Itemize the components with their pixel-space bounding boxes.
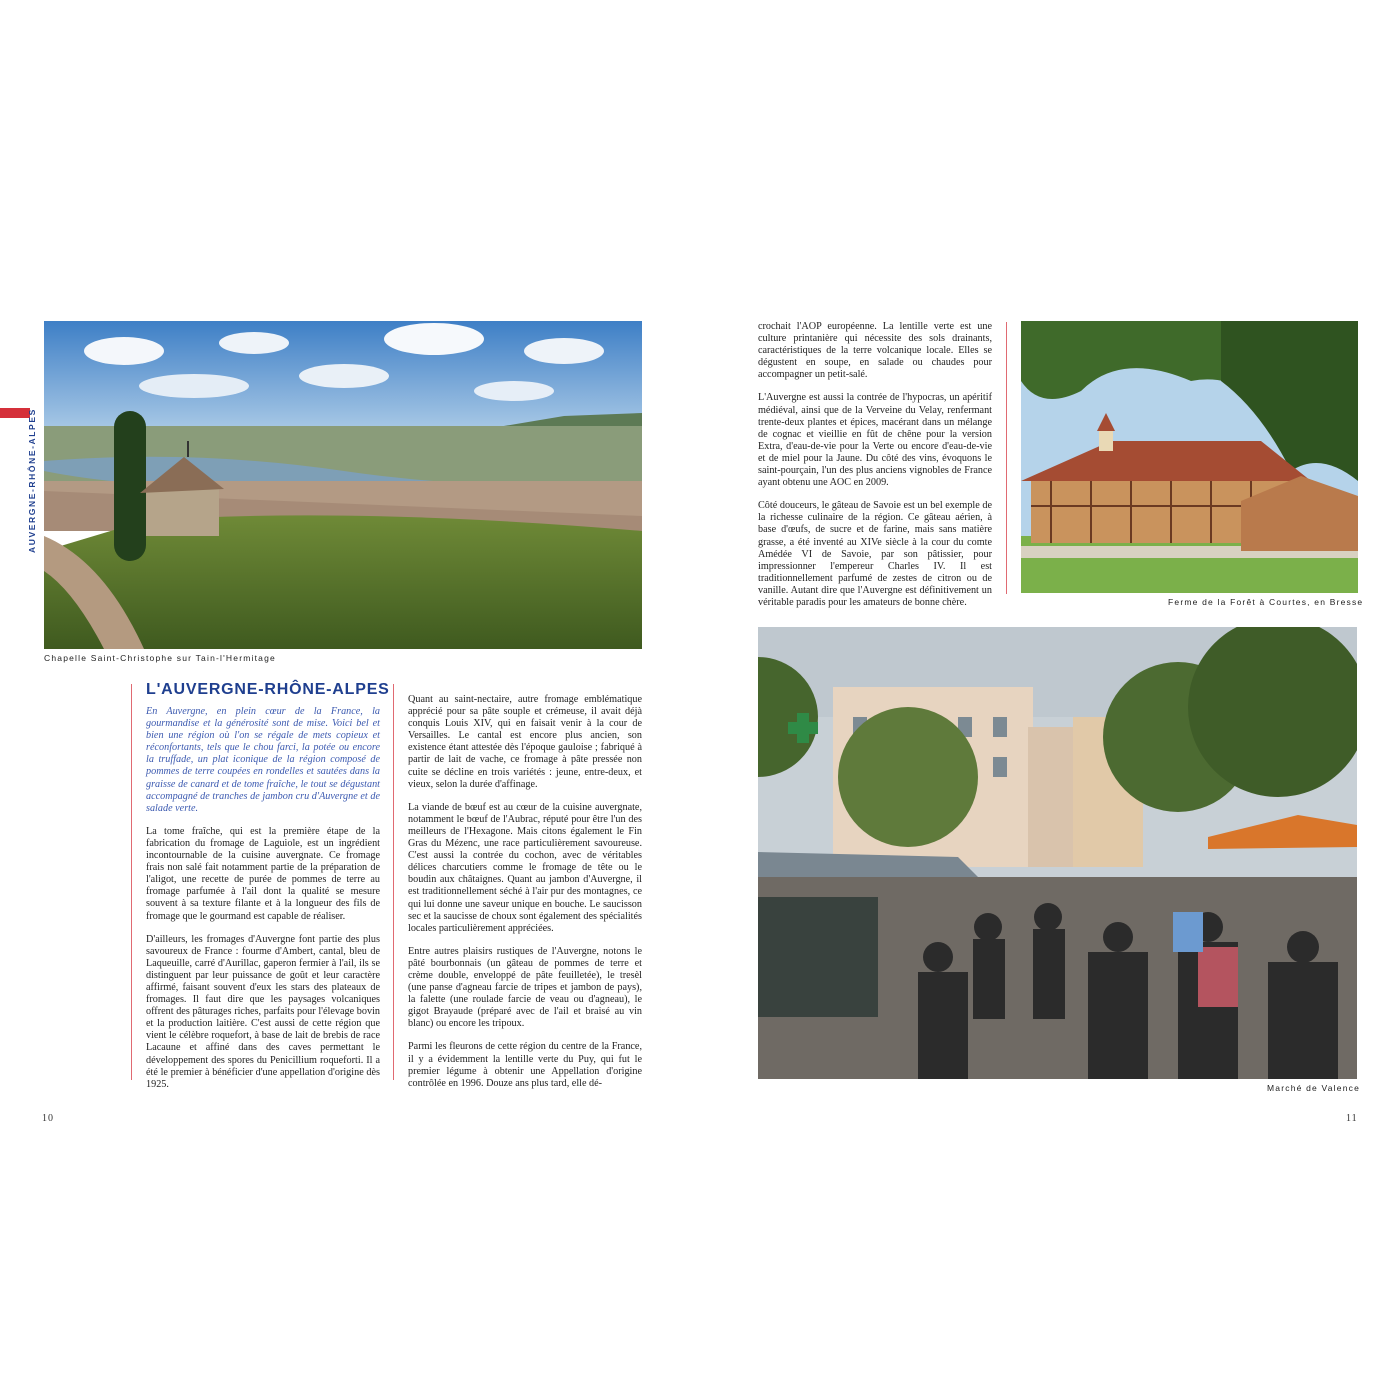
paragraph: Parmi les fleurons de cette région du centre de la France, il y a évidemment la lentille verte du Puy, qui fut le premier légume à obtenir une Appellation d'origine contrôlée en 1996. Douze ans plus tard, elle dé- <box>408 1041 642 1089</box>
caption-photo-marche: Marché de Valence <box>1267 1083 1361 1093</box>
column-rule-middle <box>393 684 394 1080</box>
section-tab-mark <box>0 408 30 418</box>
paragraph: L'Auvergne est aussi la contrée de l'hypocras, un apéritif médiéval, ainsi que de la Verveine du Velay, renfermant trente-deux plantes et épices, macérant dans un mélange de cognac et vieillie en fût de chêne pour la version Extra, d'eau-de-vie pour la Verte ou encore d'eau-de-vie et de miel pour la Jaune. Du côté des vins, évoquons le saint-pourçain, l'un des plus anciens vignobles de France ayant obtenu une AOC en 2009. <box>758 392 992 489</box>
photo-marche <box>758 627 1357 1079</box>
intro-paragraph: En Auvergne, en plein cœur de la France, la gourmandise et la générosité sont de mise. Voici bel et bien une région où l'on se régale de mets copieux et réconfortants, tels que le chou farci, la potée ou encore la truffade, un plat iconique de la région composé de pommes de terre coupées en rondelles et sautées dans la graisse de canard et de tome fraîche, le tout se dégustant accompagné de tranches de jambon cru d'Auvergne et de salade verte. <box>146 706 380 814</box>
section-tab-label: AUVERGNE-RHÔNE-ALPES <box>27 408 37 553</box>
paragraph: Quant au saint-nectaire, autre fromage emblématique apprécié pour sa pâte souple et crémeuse, il avait déjà conquis Louis XIV, qui en faisait venir à la cour de Versailles. Le cantal est encore plus ancien, son existence étant attestée dès l'époque gauloise ; fabriqué à partir de lait de vache, ce fromage à pâte pressée non cuite se décline en trois variétés : jeune, entre-deux, et vieux, selon la durée d'affinage. <box>408 694 642 790</box>
text-column-3 <box>758 321 992 620</box>
caption-photo-ferme: Ferme de la Forêt à Courtes, en Bresse <box>1168 597 1364 607</box>
paragraph: D'ailleurs, les fromages d'Auvergne font partie des plus savoureux de France : fourme d'Ambert, cantal, bleu de Laqueuille, carré d'Aurillac, gaperon fermier à l'ail, ils se distinguent par leur puissance de goût et leur caractère affirmé, faisant souvent d'eux les stars des plateaux de fromages. Il faut dire que les paysages volcaniques offrent des pâturages riches, parfaits pour l'élevage bovin et la production laitière. C'est aussi de cette région que vient le célèbre roquefort, à base de lait de brebis de race Lacaune et affiné dans des caves permettant le développement des spores du Penicillium roqueforti. Il a été le premier à bénéficier d'une appellation d'origine dès 1925. <box>146 933 380 1090</box>
paragraph: La tome fraîche, qui est la première étape de la fabrication du fromage de Laguiole, est un ingrédient incontournable de la cuisine auvergnate. Ce fromage frais non salé fait notamment partie de la préparation de l'aligot, une recette de purée de pommes de terre au fromage parfumée à l'ail dont la qualité se mesure souvent à sa texture filante et à la longueur des fils de fromage que le gourmand est capable de réaliser. <box>146 825 380 922</box>
column-rule-right <box>1006 322 1007 594</box>
page-number-right: 11 <box>1346 1113 1358 1124</box>
paragraph: La viande de bœuf est au cœur de la cuisine auvergnate, notamment le bœuf de l'Aubrac, réputé pour être l'un des meilleurs de l'Hexagone. Mais citons également le Fin Gras du Mézenc, une race particulièrement savoureuse. C'est aussi la contrée du cochon, avec de véritables délices charcutiers comme le fromage de tête ou le boudin aux châtaignes. Quant au jambon d'Auvergne, il est traditionnellement séché à l'air pur des montagnes, ce qui lui donne une saveur unique en bouche. Le saucisson sec et la saucisse de choux sont également des spécialités locales particulièrement appréciées. <box>408 801 642 934</box>
text-column-1 <box>146 706 380 1102</box>
paragraph: Entre autres plaisirs rustiques de l'Auvergne, notons le pâté bourbonnais (un gâteau de pommes de terre et crème double, enveloppé de pâte feuilletée), le tresèl (une panse d'agneau farcie de tripes et jambon de pays), la falette (une roulade farcie de veau ou d'agneau), le gigot Brayaude (préparé avec de l'ail et braisé au vin blanc) ou encore les tripoux. <box>408 945 642 1030</box>
photo-ferme <box>1021 321 1358 593</box>
page-number-left: 10 <box>42 1113 54 1124</box>
paragraph: crochait l'AOP européenne. La lentille verte est une culture printanière qui nécessite des sols drainants, caractéristiques de la terre volcanique locale. Elles se dégustent en soupe, en salade ou chaudes pour accompagner un petit-salé. <box>758 321 992 381</box>
article-title: L'AUVERGNE-RHÔNE-ALPES <box>146 681 390 698</box>
column-rule-left <box>131 684 132 1080</box>
photo-chapelle <box>44 321 642 649</box>
paragraph: Côté douceurs, le gâteau de Savoie est un bel exemple de la richesse culinaire de la région. Ce gâteau aérien, à base d'œufs, de sucre et de farine, mais sans matière grasse, a été inventé au XIVe siècle à la cour du comte Amédée VI de Savoie, par son pâtissier, pour impressionner l'empereur Charles IV. Il est traditionnellement parfumé de zestes de citron ou de vanille. Autant dire que l'Auvergne est définitivement un véritable paradis pour les amateurs de bonne chère. <box>758 500 992 608</box>
text-column-2 <box>408 694 642 1101</box>
caption-photo-chapelle: Chapelle Saint-Christophe sur Tain-l'Hermitage <box>44 653 276 663</box>
